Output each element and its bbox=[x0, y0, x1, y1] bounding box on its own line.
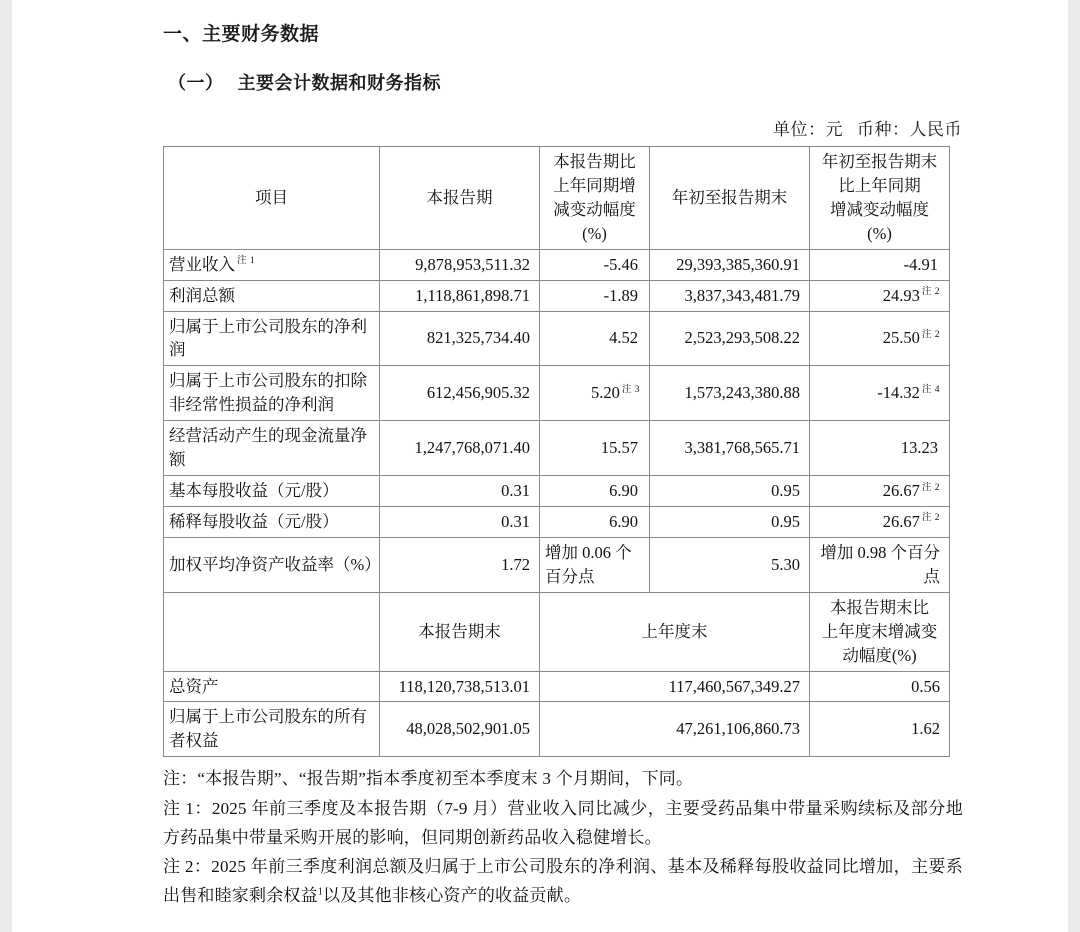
cell-current: 821,325,734.40 bbox=[380, 311, 540, 366]
table-row bbox=[164, 280, 950, 311]
row-item-label: 经营活动产生的现金流量净额 bbox=[164, 421, 380, 476]
footnote-marker: 注 2 bbox=[921, 329, 940, 340]
table-row bbox=[164, 311, 950, 366]
section-heading: 一、主要财务数据 bbox=[163, 24, 320, 45]
col-header-ytd-change: 年初至报告期末 比上年同期 增减变动幅度 (%) bbox=[810, 147, 950, 250]
row-item-label: 稀释每股收益（元/股） bbox=[164, 506, 380, 537]
footnote-marker: 注 2 bbox=[921, 513, 940, 524]
cell-ytd: 0.95 bbox=[650, 506, 810, 537]
footnote-marker bbox=[638, 330, 640, 340]
cell-change: 0.56 bbox=[810, 671, 950, 702]
document-body bbox=[163, 0, 963, 910]
row-item-label: 归属于上市公司股东的所有者权益 bbox=[164, 702, 380, 757]
cell-ytd-change: 24.93 $^{注 2}$ bbox=[810, 280, 950, 311]
cell-current-change: 6.90 bbox=[540, 506, 650, 537]
cell-current-change: 5.20 $^{注 3}$ bbox=[540, 366, 650, 421]
cell-ytd-change: 增加 0.98 个百分点 bbox=[810, 537, 950, 592]
cell-period-end: 118,120,738,513.01 bbox=[380, 671, 540, 702]
subsection-label: （一） bbox=[168, 73, 224, 93]
cell-current: 0.31 bbox=[380, 476, 540, 507]
cell-period-end: 48,028,502,901.05 bbox=[380, 702, 540, 757]
balance-header-change: 本报告期末比 上年度末增减变 动幅度(%) bbox=[810, 592, 950, 671]
footnote-general: 注：“本报告期”、“报告期”指本季度初至本季度末 3 个月期间，下同。 bbox=[163, 769, 694, 789]
row-item-label: 利润总额 bbox=[164, 280, 380, 311]
balance-header-row bbox=[164, 592, 950, 671]
cell-current-change: -1.89 bbox=[540, 280, 650, 311]
col-header-item: 项目 bbox=[164, 147, 380, 250]
cell-ytd-change: -14.32 $^{注 4}$ bbox=[810, 366, 950, 421]
cell-ytd: 3,381,768,565.71 bbox=[650, 421, 810, 476]
footnote-marker bbox=[638, 483, 640, 493]
footnote-marker bbox=[339, 483, 341, 493]
footnote-marker bbox=[235, 287, 237, 297]
footnote-marker bbox=[638, 440, 640, 450]
unit-currency-line bbox=[163, 115, 963, 140]
row-item-label: 归属于上市公司股东的净利润 bbox=[164, 311, 380, 366]
footnote-marker: 注 2 bbox=[921, 482, 940, 493]
cell-ytd: 1,573,243,380.88 bbox=[650, 366, 810, 421]
footnote-marker bbox=[186, 452, 188, 462]
footnote-marker bbox=[938, 440, 940, 450]
footnote-marker: 注 3 bbox=[621, 384, 640, 395]
row-item-label: 加权平均净资产收益率（%） bbox=[164, 537, 380, 592]
cell-ytd-change: 26.67 $^{注 2}$ bbox=[810, 476, 950, 507]
table-row bbox=[164, 421, 950, 476]
cell-current: 9,878,953,511.32 bbox=[380, 249, 540, 280]
cell-change: 1.62 bbox=[810, 702, 950, 757]
cell-current-change: -5.46 bbox=[540, 249, 650, 280]
table-row bbox=[164, 537, 950, 592]
footnote-marker bbox=[186, 342, 188, 352]
balance-header-period-end: 本报告期末 bbox=[380, 592, 540, 671]
footnotes-block bbox=[163, 764, 963, 910]
table-header-row bbox=[164, 147, 950, 250]
subsection-title: 主要会计数据和财务指标 bbox=[237, 73, 441, 93]
cell-current: 1,247,768,071.40 bbox=[380, 421, 540, 476]
footnote-marker bbox=[339, 513, 341, 523]
cell-ytd-change: 13.23 bbox=[810, 421, 950, 476]
balance-header-prior-year-end: 上年度末 bbox=[540, 592, 810, 671]
table-row bbox=[164, 249, 950, 280]
document-page bbox=[12, 0, 1068, 932]
cell-ytd-change: 26.67 $^{注 2}$ bbox=[810, 506, 950, 537]
footnote-marker: 1 bbox=[317, 886, 324, 898]
table-row bbox=[164, 506, 950, 537]
footnote-marker: 注 2 bbox=[921, 287, 940, 298]
col-header-ytd: 年初至报告期末 bbox=[650, 147, 810, 250]
footnote-2: 注 2：2025 年前三季度利润总额及归属于上市公司股东的净利润、基本及稀释每股收益同比增加，主要系出售和睦家剩余权益$^1$以及其他非核心资产的收益贡献。 bbox=[163, 856, 963, 906]
footnote-marker bbox=[638, 513, 640, 523]
cell-current-change: 4.52 bbox=[540, 311, 650, 366]
col-header-current-change: 本报告期比 上年同期增 减变动幅度 (%) bbox=[540, 147, 650, 250]
footnote-marker: 注 1 bbox=[237, 256, 256, 267]
footnote-1: 注 1：2025 年前三季度及本报告期（7-9 月）营业收入同比减少，主要受药品集中带量采购续标及部分地方药品集中带量采购开展的影响，但同期创新药品收入稳健增长。 bbox=[163, 798, 963, 847]
cell-current: 0.31 bbox=[380, 506, 540, 537]
table-row bbox=[164, 671, 950, 702]
table-row bbox=[164, 702, 950, 757]
row-item-label: 营业收入 $^{注 1}$ bbox=[164, 249, 380, 280]
footnote-marker bbox=[638, 287, 640, 297]
cell-ytd: 5.30 bbox=[650, 537, 810, 592]
cell-ytd-change: 25.50 $^{注 2}$ bbox=[810, 311, 950, 366]
balance-header-item bbox=[164, 592, 380, 671]
financial-data-table bbox=[163, 146, 950, 757]
table-row bbox=[164, 476, 950, 507]
cell-current-change: 15.57 bbox=[540, 421, 650, 476]
subsection-heading bbox=[163, 69, 963, 95]
row-item-label: 归属于上市公司股东的扣除非经常性损益的净利润 bbox=[164, 366, 380, 421]
cell-current: 612,456,905.32 bbox=[380, 366, 540, 421]
row-item-label: 总资产 bbox=[164, 671, 380, 702]
unit-text: 单位：元 bbox=[773, 120, 843, 139]
row-item-label: 基本每股收益（元/股） bbox=[164, 476, 380, 507]
currency-text: 币种：人民币 bbox=[857, 120, 962, 139]
footnote-marker bbox=[638, 256, 640, 266]
footnote-marker: 注 4 bbox=[921, 384, 940, 395]
col-header-current-period: 本报告期 bbox=[380, 147, 540, 250]
cell-ytd: 29,393,385,360.91 bbox=[650, 249, 810, 280]
cell-ytd-change: -4.91 bbox=[810, 249, 950, 280]
cell-ytd: 3,837,343,481.79 bbox=[650, 280, 810, 311]
table-row bbox=[164, 366, 950, 421]
cell-prior-year-end: 117,460,567,349.27 bbox=[540, 671, 810, 702]
footnote-marker bbox=[334, 397, 336, 407]
cell-current: 1,118,861,898.71 bbox=[380, 280, 540, 311]
cell-current: 1.72 bbox=[380, 537, 540, 592]
cell-prior-year-end: 47,261,106,860.73 bbox=[540, 702, 810, 757]
cell-current-change: 6.90 bbox=[540, 476, 650, 507]
footnote-marker bbox=[938, 256, 940, 266]
cell-ytd: 2,523,293,508.22 bbox=[650, 311, 810, 366]
cell-current-change: 增加 0.06 个百分点 bbox=[540, 537, 650, 592]
cell-ytd: 0.95 bbox=[650, 476, 810, 507]
